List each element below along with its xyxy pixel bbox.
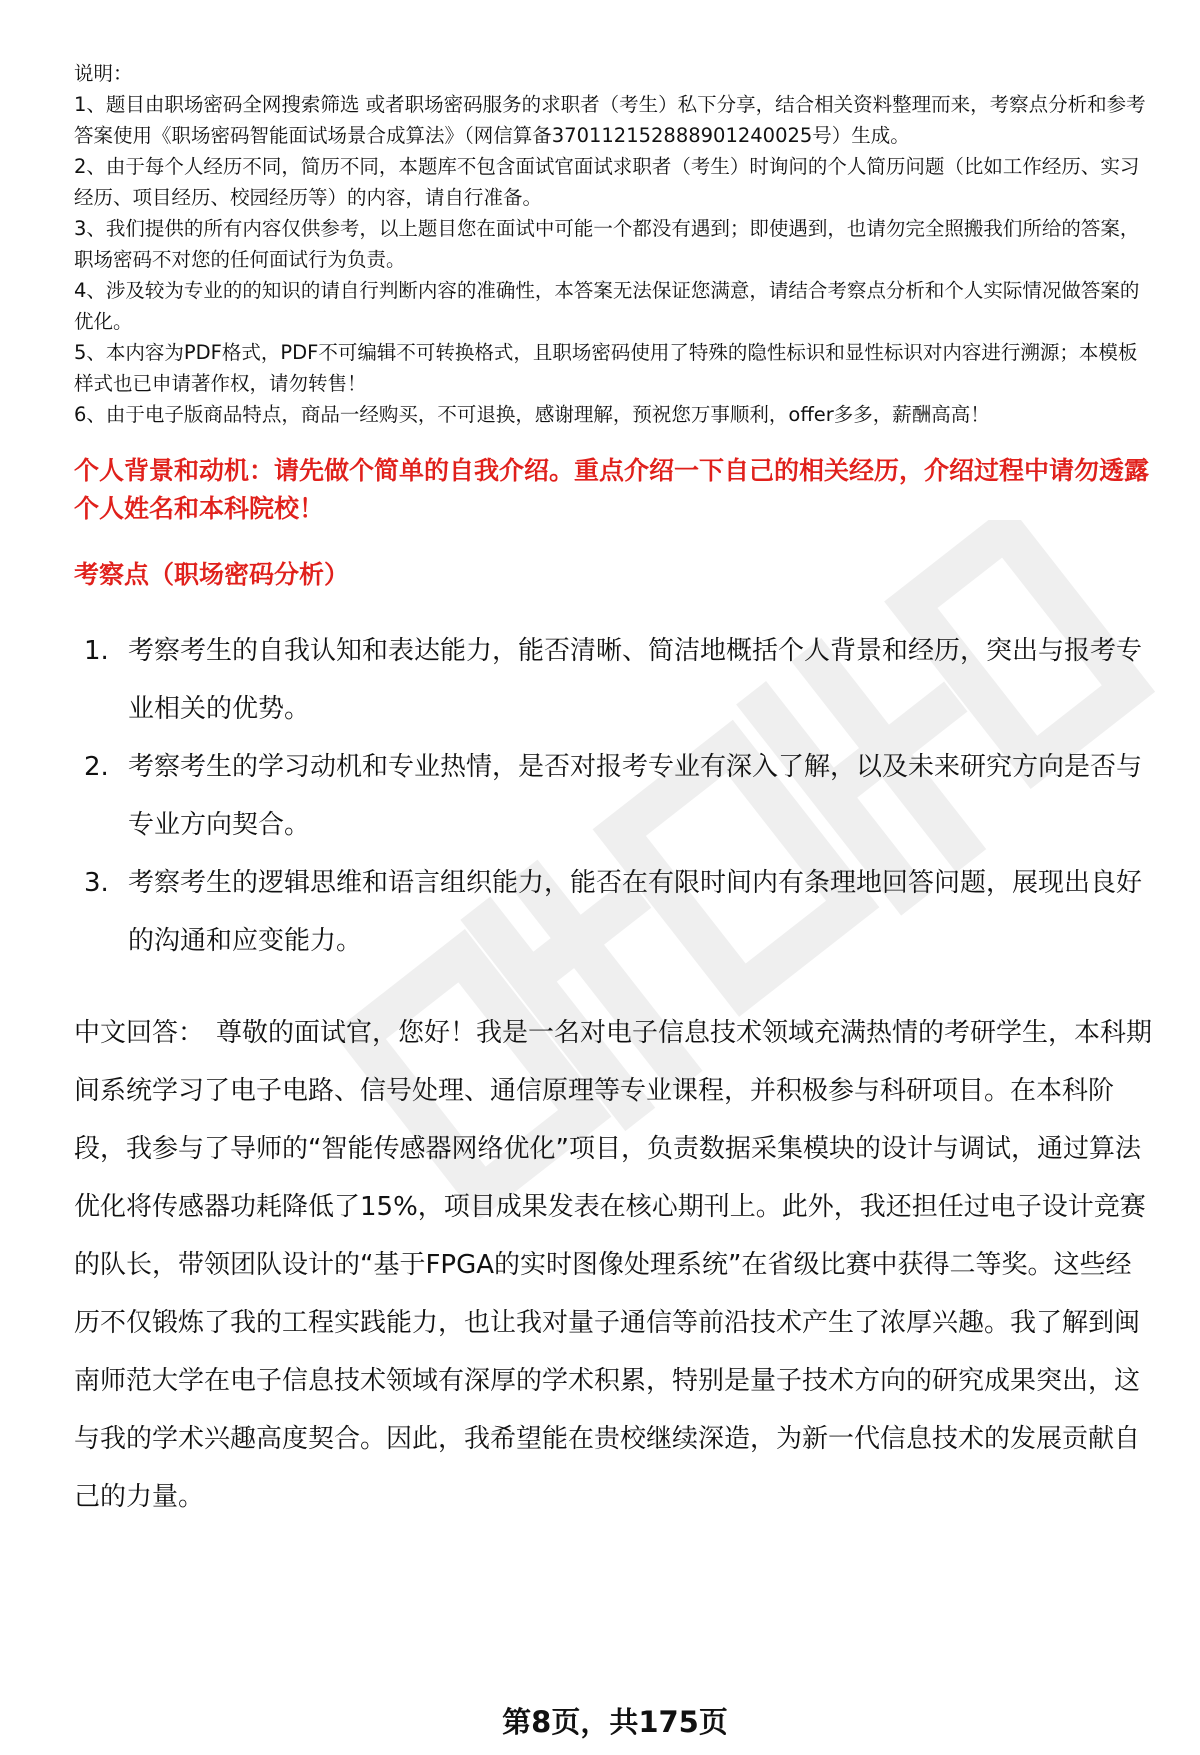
- list-item: [74, 738, 1154, 854]
- list-item: [74, 854, 1154, 970]
- notes-item: 1、题目由职场密码全网搜索筛选 或者职场密码服务的求职者（考生）私下分享，结合相关资料整理而来，考察点分析和参考答案使用《职场密码智能面试场景合成算法》（网信算备370112152888901240025号）生成。: [74, 93, 1146, 147]
- answer-paragraph: [74, 1004, 1154, 1526]
- notes-title: 说明：: [74, 62, 133, 85]
- list-number: 1.: [84, 636, 109, 666]
- document-page: [74, 58, 1154, 1526]
- notes-item: 2、由于每个人经历不同，简历不同，本题库不包含面试官面试求职者（考生）时询问的个人简历问题（比如工作经历、实习经历、项目经历、校园经历等）的内容，请自行准备。: [74, 155, 1140, 209]
- list-text: 考察考生的逻辑思维和语言组织能力，能否在有限时间内有条理地回答问题，展现出良好的沟通和应变能力。: [128, 868, 1143, 956]
- notes-item: 6、由于电子版商品特点，商品一经购买，不可退换，感谢理解，预祝您万事顺利，offer多多，薪酬高高！: [74, 403, 990, 426]
- analysis-heading: 考察点（职场密码分析）: [74, 560, 350, 589]
- answer-label: 中文回答：: [74, 1018, 205, 1048]
- list-text: 考察考生的学习动机和专业热情，是否对报考专业有深入了解，以及未来研究方向是否与专业方向契合。: [128, 752, 1143, 840]
- page-number: 第8页，共175页: [502, 1705, 728, 1739]
- list-text: 考察考生的自我认知和表达能力，能否清晰、简洁地概括个人背景和经历，突出与报考专业相关的优势。: [128, 636, 1143, 724]
- list-number: 2.: [84, 752, 109, 782]
- list-item: [74, 622, 1154, 738]
- answer-text: 尊敬的面试官，您好！我是一名对电子信息技术领域充满热情的考研学生，本科期间系统学习了电子电路、信号处理、通信原理等专业课程，并积极参与科研项目。在本科阶段，我参与了导师的“智能传感器网络优化”项目，负责数据采集模块的设计与调试，通过算法优化将传感器功耗降低了15%，项目成果发表在核心期刊上。此外，我还担任过电子设计竞赛的队长，带领团队设计的“基于FPGA的实时图像处理系统”在省级比赛中获得二等奖。这些经历不仅锻炼了我的工程实践能力，也让我对量子通信等前沿技术产生了浓厚兴趣。我了解到闽南师范大学在电子信息技术领域有深厚的学术积累，特别是量子技术方向的研究成果突出，这与我的学术兴趣高度契合。因此，我希望能在贵校继续深造，为新一代信息技术的发展贡献自己的力量。: [74, 1018, 1153, 1512]
- analysis-points: [74, 622, 1154, 970]
- disclaimer-notes: [74, 58, 1154, 430]
- notes-item: 3、我们提供的所有内容仅供参考，以上题目您在面试中可能一个都没有遇到；即使遇到，也请勿完全照搬我们所给的答案，职场密码不对您的任何面试行为负责。: [74, 217, 1140, 271]
- list-number: 3.: [84, 868, 109, 898]
- question-heading: 个人背景和动机：请先做个简单的自我介绍。重点介绍一下自己的相关经历，介绍过程中请勿透露个人姓名和本科院校！: [74, 456, 1150, 523]
- notes-item: 4、涉及较为专业的的知识的请自行判断内容的准确性，本答案无法保证您满意，请结合考察点分析和个人实际情况做答案的优化。: [74, 279, 1140, 333]
- notes-item: 5、本内容为PDF格式，PDF不可编辑不可转换格式，且职场密码使用了特殊的隐性标识和显性标识对内容进行溯源；本模板样式也已申请著作权，请勿转售！: [74, 341, 1138, 395]
